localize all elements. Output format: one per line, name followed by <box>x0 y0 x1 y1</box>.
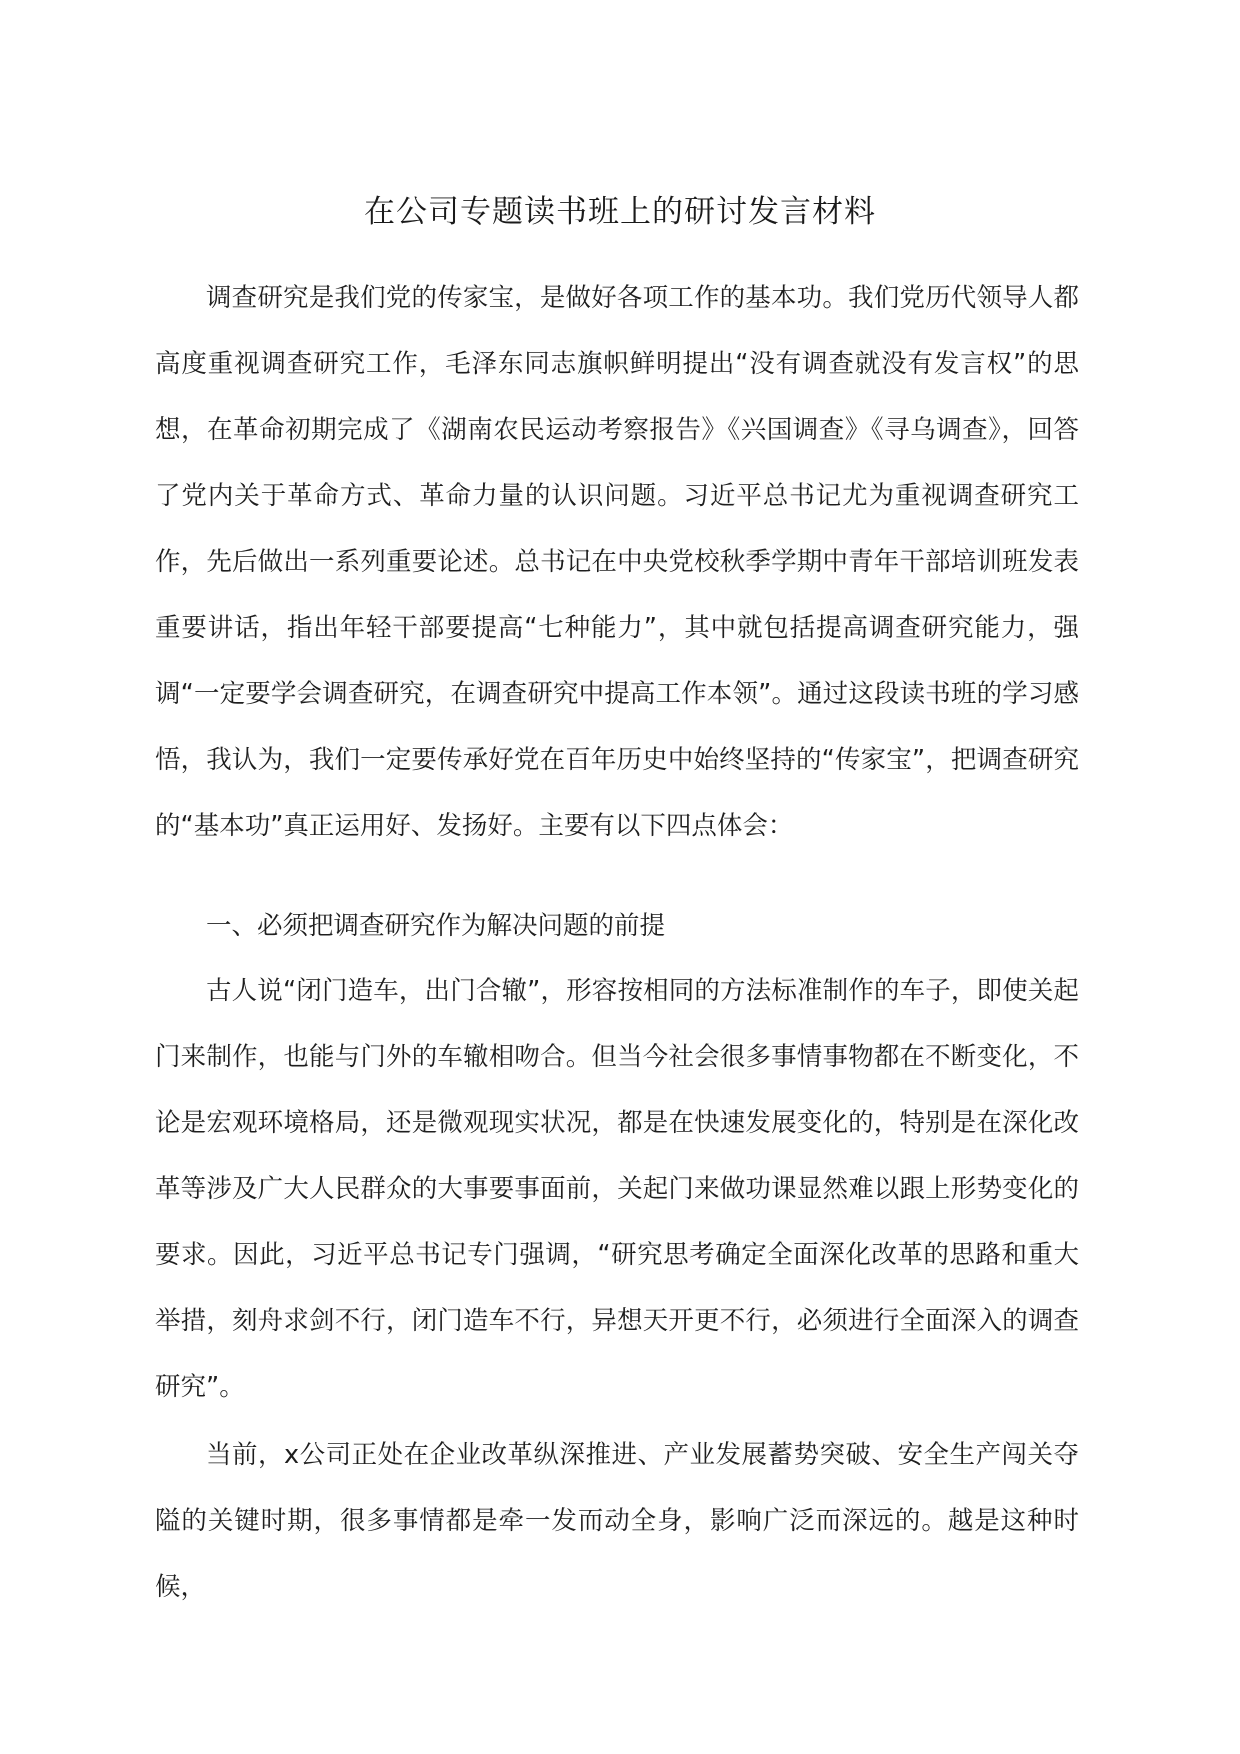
document-title: 在公司专题读书班上的研讨发言材料 <box>364 194 876 230</box>
paragraph-section-1-continued: 当前，x公司正处在企业改革纵深推进、产业发展蓄势突破、安全生产闯关夺隘的关键时期，很多事情都是牵一发而动全身，影响广泛而深远的。越是这种时候， <box>155 1440 1079 1602</box>
paragraph-section-1: 古人说“闭门造车，出门合辙”，形容按相同的方法标准制作的车子，即使关起门来制作，也能与门外的车辙相吻合。但当今社会很多事情事物都在不断变化，不论是宏观环境格局，还是微观现实状况，都是在快速发展变化的，特别是在深化改革等涉及广大人民群众的大事要事面前，关起门来做功课显然难以跟上形势变化的要求。因此，习近平总书记专门强调，“研究思考确定全面深化改革的思路和重大举措，刻舟求剑不行，闭门造车不行，异想天开更不行，必须进行全面深入的调查研究”。 <box>155 976 1079 1402</box>
section-heading-1: 一、必须把调查研究作为解决问题的前提 <box>206 911 666 941</box>
paragraph-intro: 调查研究是我们党的传家宝，是做好各项工作的基本功。我们党历代领导人都高度重视调查研究工作，毛泽东同志旗帜鲜明提出“没有调查就没有发言权”的思想，在革命初期完成了《湖南农民运动考察报告》《兴国调查》《寻乌调查》，回答了党内关于革命方式、革命力量的认识问题。习近平总书记尤为重视调查研究工作，先后做出一系列重要论述。总书记在中央党校秋季学期中青年干部培训班发表重要讲话，指出年轻干部要提高“七种能力”，其中就包括提高调查研究能力，强调“一定要学会调查研究，在调查研究中提高工作本领”。通过这段读书班的学习感悟，我认为，我们一定要传承好党在百年历史中始终坚持的“传家宝”，把调查研究的“基本功”真正运用好、发扬好。主要有以下四点体会： <box>155 283 1079 841</box>
